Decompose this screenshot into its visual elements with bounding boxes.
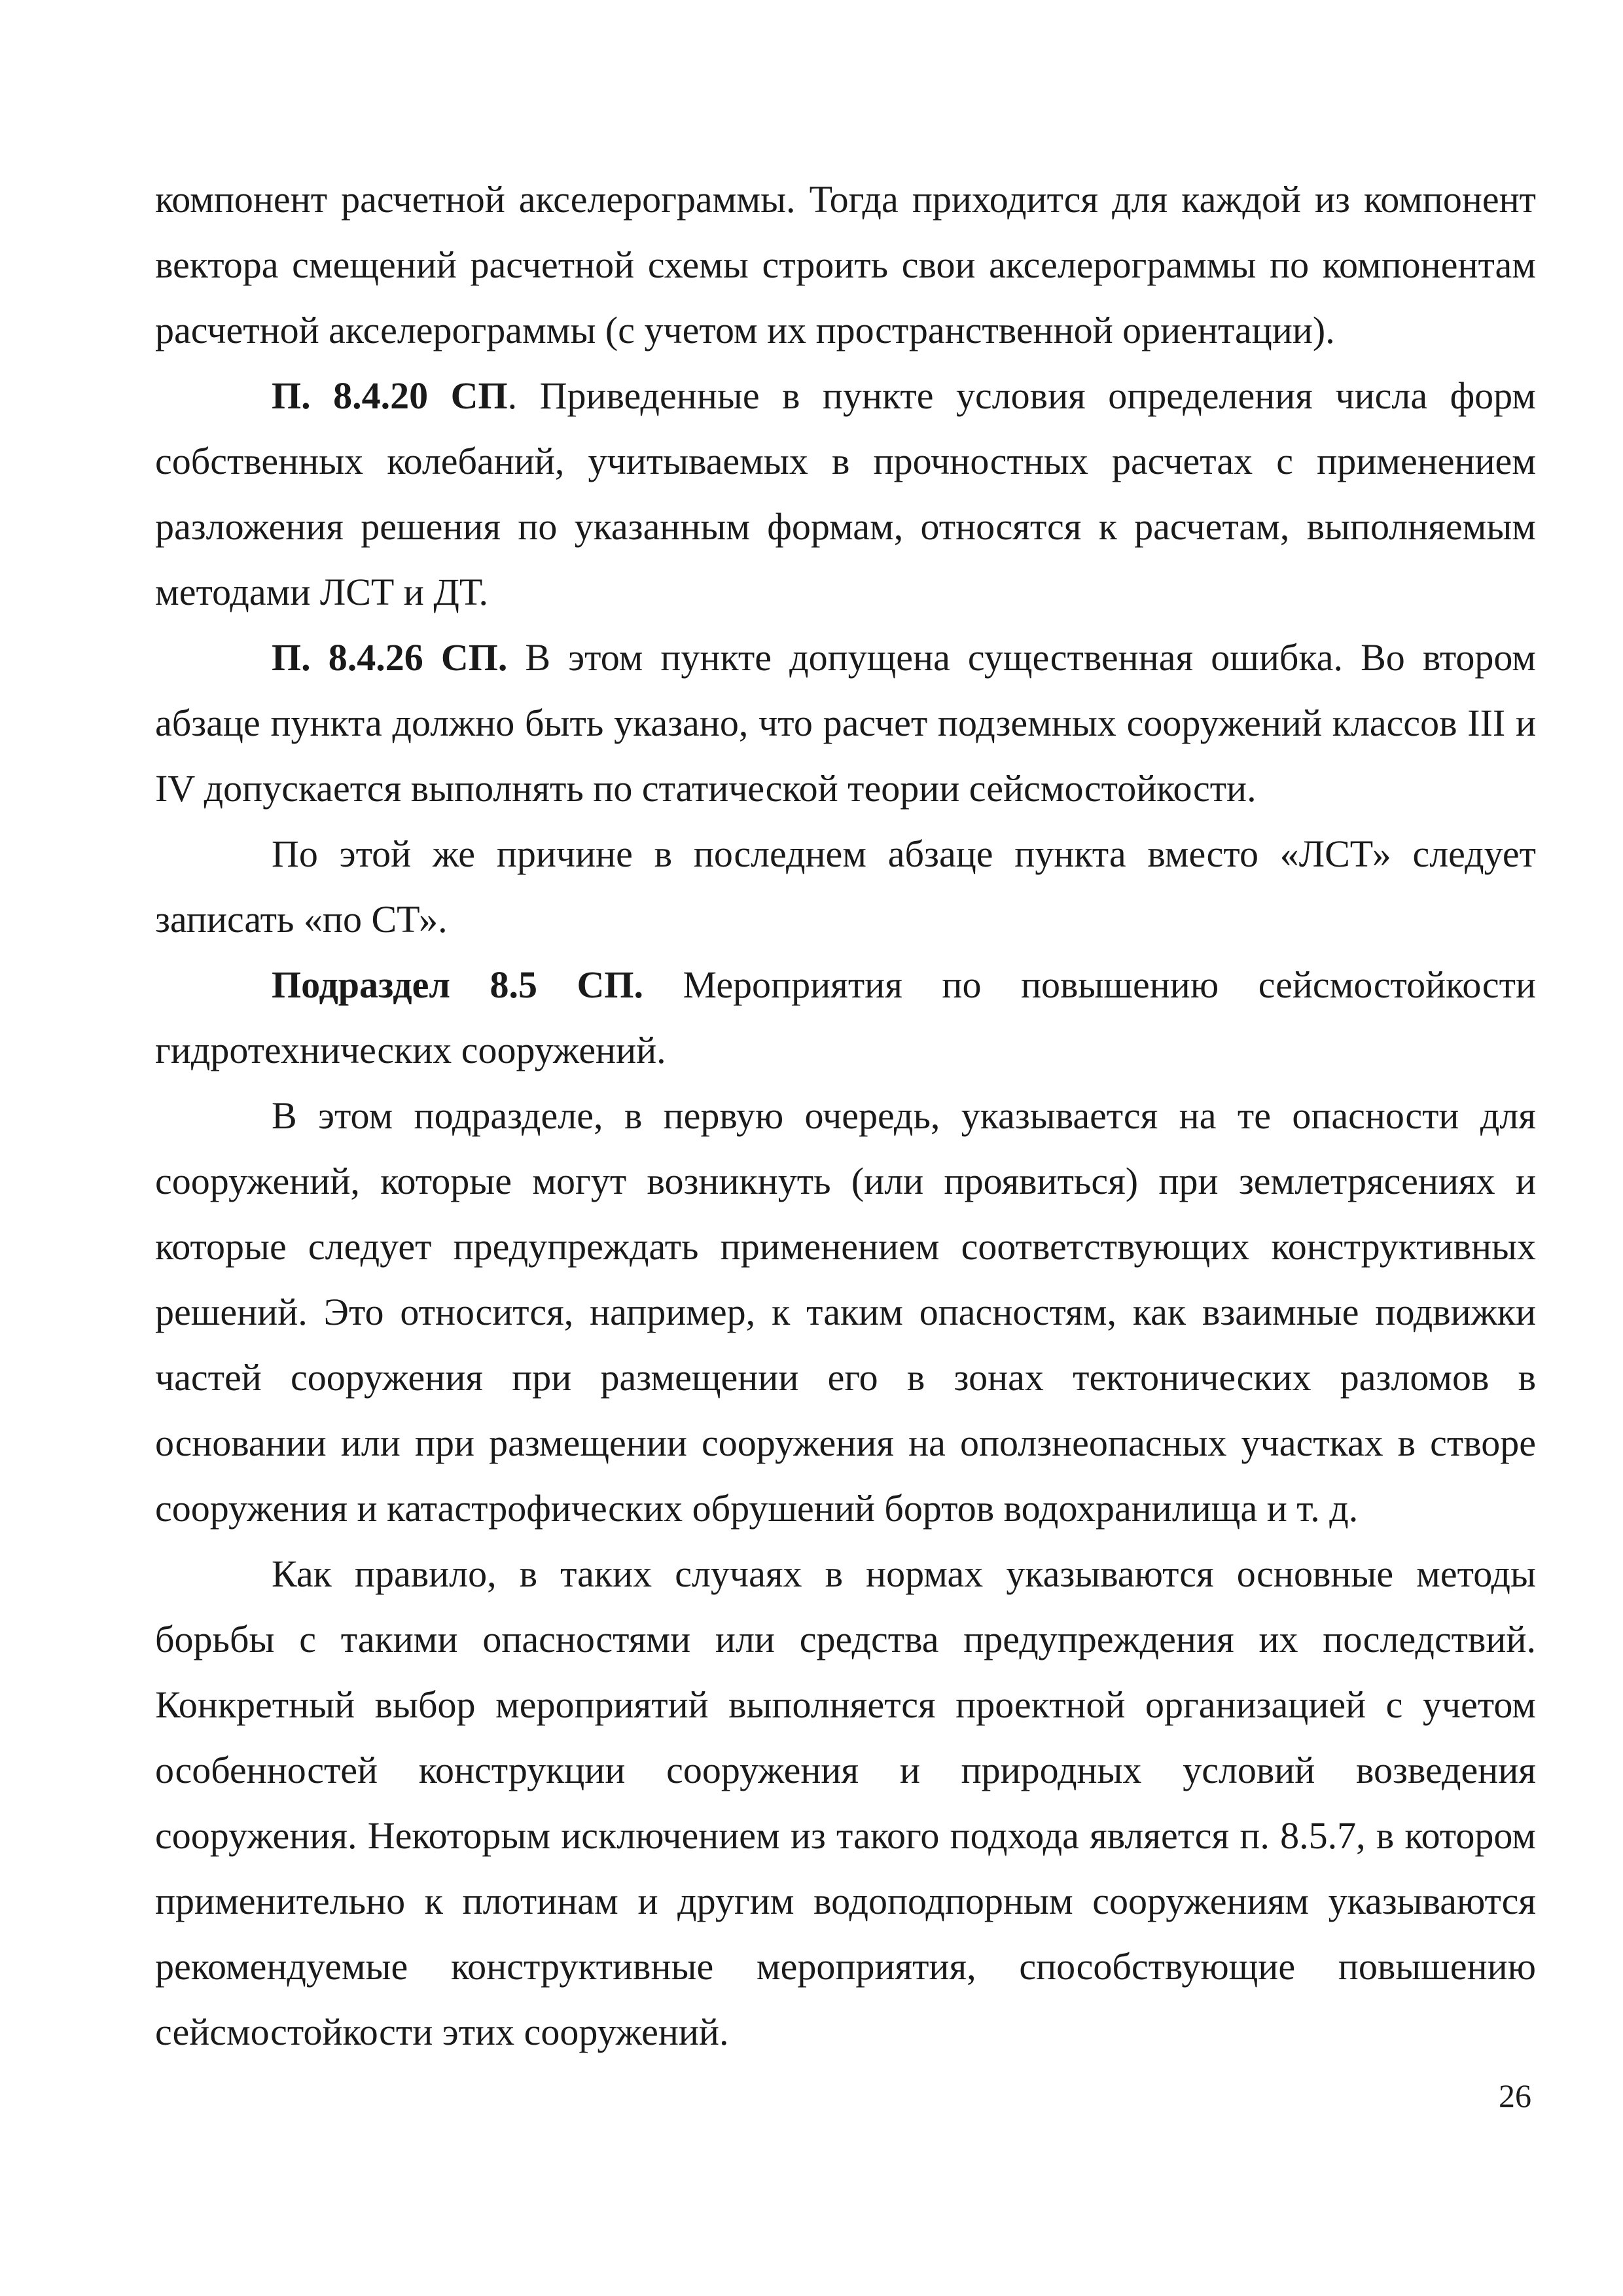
paragraph-p-8-4-20 <box>155 363 1536 625</box>
paragraph-text: Как правило, в таких случаях в нормах указываются основные методы борьбы с такими опасностями или средства предупреждения их последствий. Конкретный выбор мероприятий выполняется проектной организацией с учетом особенностей конструкции сооружения и природных условий возведения сооружения. Некоторым исключением из такого подхода является п. 8.5.7, в котором применительно к плотинам и другим водоподпорным сооружениям указываются рекомендуемые конструктивные мероприятия, способствующие повышению сейсмостойкости этих сооружений. <box>155 1552 1536 2053</box>
paragraph-same-reason <box>155 821 1536 952</box>
page-number: 26 <box>1499 2077 1531 2114</box>
paragraph-heading: Подраздел 8.5 СП. <box>272 963 643 1006</box>
paragraph-text: По этой же причине в последнем абзаце пункта вместо «ЛСТ» следует записать «по СТ». <box>155 833 1536 941</box>
paragraph-subsection-8-5 <box>155 952 1536 1083</box>
paragraph-continuation <box>155 167 1536 363</box>
paragraph-text: компонент расчетной акселерограммы. Тогда приходится для каждой из компонент вектора смещений расчетной схемы строить свои акселерограммы по компонентам расчетной акселерограммы (с учетом их пространственной ориентации). <box>155 178 1536 351</box>
paragraph-as-a-rule <box>155 1541 1536 2065</box>
paragraph-dangers <box>155 1083 1536 1541</box>
paragraph-p-8-4-26 <box>155 625 1536 821</box>
paragraph-text: В этом подразделе, в первую очередь, указывается на те опасности для сооружений, которые могут возникнуть (или проявиться) при землетрясениях и которые следует предупреждать применением соответствующих конструктивных решений. Это относится, например, к таким опасностям, как взаимные подвижки частей сооружения при размещении его в зонах тектонических разломов в основании или при размещении сооружения на оползнеопасных участках в створе сооружения и катастрофических обрушений бортов водохранилища и т. д. <box>155 1094 1536 1530</box>
paragraph-heading: П. 8.4.20 СП <box>272 374 508 417</box>
page-body <box>155 167 1536 2065</box>
paragraph-text: Мероприятия по повышению сейсмостойкости гидротехнических сооружений. <box>155 963 1536 1071</box>
paragraph-heading: П. 8.4.26 СП. <box>272 636 508 679</box>
paragraph-text: В этом пункте допущена существенная ошибка. Во втором абзаце пункта должно быть указано, что расчет подземных сооружений классов III и IV допускается выполнять по статической теории сейсмостойкости. <box>155 636 1536 810</box>
paragraph-text: . Приведенные в пункте условия определения числа форм собственных колебаний, учитываемых в прочностных расчетах с применением разложения решения по указанным формам, относятся к расчетам, выполняемым методами ЛСТ и ДТ. <box>155 374 1536 613</box>
